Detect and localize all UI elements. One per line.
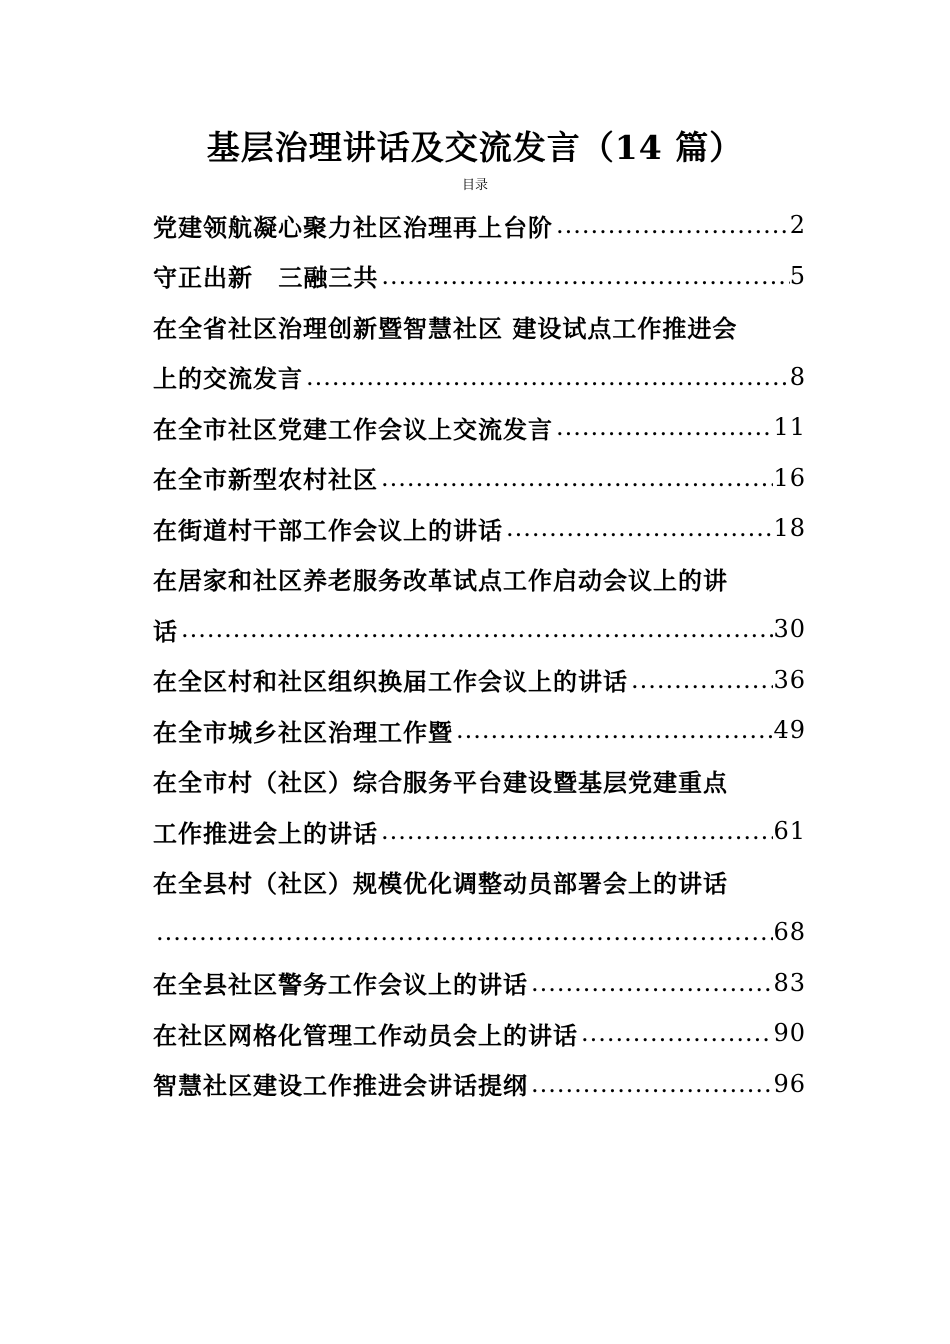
toc-heading: 目录 bbox=[461, 178, 488, 193]
toc-entry-7-line-2[interactable] bbox=[153, 604, 806, 655]
toc-entry-page: 90 bbox=[773, 1019, 806, 1048]
toc-entry-page: 49 bbox=[773, 716, 806, 745]
table-of-contents bbox=[153, 200, 806, 1109]
dot-leader bbox=[553, 211, 790, 239]
dot-leader bbox=[528, 969, 773, 997]
toc-entry-page: 18 bbox=[773, 514, 806, 543]
toc-entry-3-line-2[interactable] bbox=[153, 352, 806, 403]
toc-entry-title: 在全区村和社区组织换届工作会议上的讲话 bbox=[153, 667, 628, 697]
toc-entry-title: 在全省社区治理创新暨智慧社区 建设试点工作推进会 bbox=[153, 313, 738, 343]
toc-entry-1[interactable] bbox=[153, 200, 806, 251]
toc-entry-10-line-2[interactable] bbox=[153, 806, 806, 857]
toc-entry-title: 在全市社区党建工作会议上交流发言 bbox=[153, 414, 553, 444]
toc-entry-title: 在街道村干部工作会议上的讲话 bbox=[153, 515, 503, 545]
toc-entry-13[interactable] bbox=[153, 1008, 806, 1059]
document-title: 基层治理讲话及交流发言（14 篇） bbox=[206, 128, 744, 167]
dot-leader bbox=[503, 514, 773, 542]
dot-leader bbox=[153, 918, 773, 946]
toc-entry-page: 2 bbox=[789, 211, 806, 240]
dot-leader bbox=[378, 464, 773, 492]
dot-leader bbox=[303, 363, 790, 391]
toc-entry-title: 在全市城乡社区治理工作暨 bbox=[153, 717, 453, 747]
toc-entry-7-line-1[interactable] bbox=[153, 554, 806, 605]
toc-entry-title-continued: 工作推进会上的讲话 bbox=[153, 818, 378, 848]
dot-leader bbox=[628, 666, 773, 694]
toc-entry-title-continued: 上的交流发言 bbox=[153, 364, 303, 394]
toc-entry-page: 8 bbox=[789, 362, 806, 391]
toc-entry-4[interactable] bbox=[153, 402, 806, 453]
toc-entry-title: 在全市新型农村社区 bbox=[153, 465, 378, 495]
dot-leader bbox=[178, 615, 773, 643]
toc-entry-page: 83 bbox=[773, 968, 806, 997]
toc-entry-title: 在社区网格化管理工作动员会上的讲话 bbox=[153, 1020, 578, 1050]
toc-entry-title: 在居家和社区养老服务改革试点工作启动会议上的讲 bbox=[153, 566, 728, 596]
toc-entry-title: 在全县社区警务工作会议上的讲话 bbox=[153, 970, 528, 1000]
toc-entry-title-part-b: 三融三共 bbox=[278, 263, 379, 293]
toc-entry-title: 在全县村（社区）规模优化调整动员部署会上的讲话 bbox=[153, 869, 728, 899]
toc-entry-6[interactable] bbox=[153, 503, 806, 554]
dot-leader bbox=[378, 262, 789, 290]
toc-entry-page: 96 bbox=[773, 1069, 806, 1098]
toc-entry-title-continued: 话 bbox=[153, 616, 178, 646]
toc-entry-title: 智慧社区建设工作推进会讲话提纲 bbox=[153, 1071, 528, 1101]
toc-entry-3-line-1[interactable] bbox=[153, 301, 806, 352]
toc-entry-title-part-a: 守正出新 bbox=[153, 263, 253, 293]
toc-entry-title: 党建领航凝心聚力社区治理再上台阶 bbox=[153, 212, 553, 242]
toc-entry-page: 30 bbox=[773, 615, 806, 644]
dot-leader bbox=[553, 413, 773, 441]
toc-entry-12[interactable] bbox=[153, 958, 806, 1009]
toc-entry-11-line-1[interactable] bbox=[153, 857, 806, 908]
dot-leader bbox=[528, 1070, 773, 1098]
toc-entry-14[interactable] bbox=[153, 1059, 806, 1110]
dot-leader bbox=[578, 1019, 773, 1047]
toc-entry-title: 在全市村（社区）综合服务平台建设暨基层党建重点 bbox=[153, 768, 728, 798]
toc-entry-page: 5 bbox=[789, 261, 806, 290]
toc-entry-page: 36 bbox=[773, 665, 806, 694]
toc-entry-page: 16 bbox=[773, 463, 806, 492]
toc-entry-9[interactable] bbox=[153, 705, 806, 756]
dot-leader bbox=[453, 716, 773, 744]
toc-entry-5[interactable] bbox=[153, 453, 806, 504]
dot-leader bbox=[378, 817, 773, 845]
toc-entry-11-line-2[interactable] bbox=[153, 907, 806, 958]
toc-entry-page: 61 bbox=[773, 817, 806, 846]
toc-entry-8[interactable] bbox=[153, 655, 806, 706]
toc-entry-page: 68 bbox=[773, 918, 806, 947]
toc-entry-2[interactable] bbox=[153, 251, 806, 302]
toc-entry-page: 11 bbox=[773, 413, 806, 442]
toc-entry-10-line-1[interactable] bbox=[153, 756, 806, 807]
